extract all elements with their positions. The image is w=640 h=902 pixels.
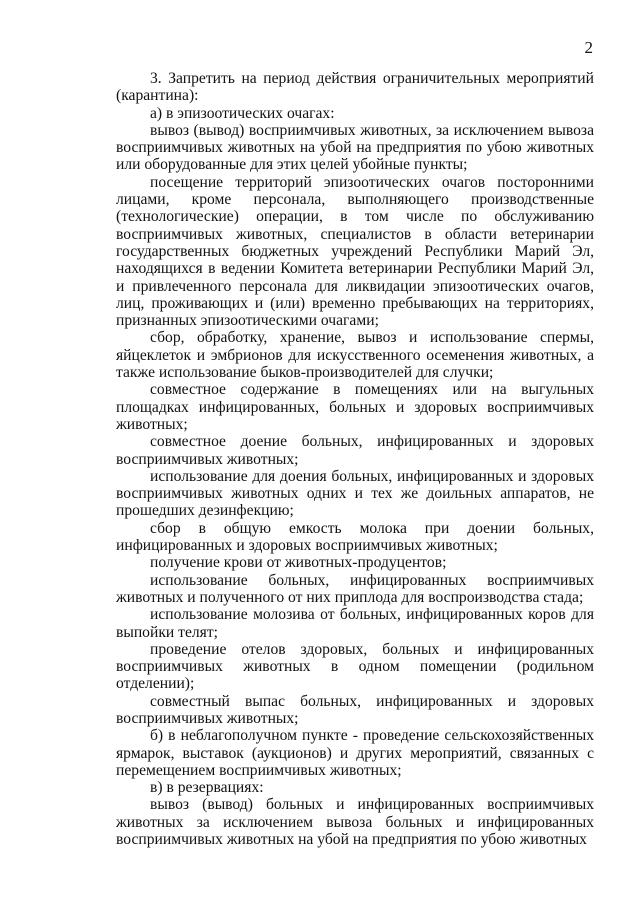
paragraph-export-animals: вывоз (вывод) восприимчивых животных, за исключением вывоза восприимчивых животных на убой на предприятия по убою животных или оборудованные для этих целей убойные пункты; (116, 121, 594, 174)
paragraph-item-3-heading: 3. Запретить на период действия ограничительных мероприятий (карантина): (116, 70, 594, 105)
paragraph-visiting-territories: посещение территорий эпизоотических очагов посторонними лицами, кроме персонала, выполняющего производственные (технологические) операции, в том числе по обслуживанию восприимчивых животных, специалистов в области ветеринарии государственных бюджетных учреждений Республики Марий Эл, находящихся в ведении Комитета ветеринарии Республики Марий Эл, и привлеченного персонала для ликвидации эпизоотических очагов, лиц, проживающих и (или) временно пребывающих на территориях, признанных эпизоотическими очагами; (116, 173, 594, 330)
page-number: 2 (584, 38, 593, 57)
paragraph-reservation-export: вывоз (вывод) больных и инфицированных восприимчивых животных за исключением вывоза больных и инфицированных восприимчивых животных на убой на предприятия по убою животных (116, 796, 594, 849)
document-body (116, 70, 594, 848)
paragraph-subitem-a: а) в эпизоотических очагах: (150, 104, 335, 122)
paragraph-subitem-v: в) в резервациях: (150, 779, 264, 797)
paragraph-reproduction-use: использование больных, инфицированных восприимчивых животных и полученного от них приплода для воспроизводства стада; (116, 571, 594, 606)
paragraph-subitem-b: б) в неблагополучном пункте - проведение сельскохозяйственных ярмарок, выставок (аукционов) и других мероприятий, связанных с перемещением восприимчивых животных; (116, 727, 594, 779)
paragraph-joint-keeping: совместное содержание в помещениях или на выгульных площадках инфицированных, больных и здоровых восприимчивых животных; (116, 381, 594, 433)
paragraph-milking-machines: использование для доения больных, инфицированных и здоровых восприимчивых животных одних и тех же доильных аппаратов, не прошедших дезинфекцию; (116, 467, 594, 520)
paragraph-sperm-collection: сбор, обработку, хранение, вывоз и использование спермы, яйцеклеток и эмбрионов для искусственного осеменения животных, а также использование быков-производителей для случки; (116, 329, 594, 382)
paragraph-joint-grazing: совместный выпас больных, инфицированных и здоровых восприимчивых животных; (116, 692, 594, 727)
paragraph-colostrum-use: использование молозива от больных, инфицированных коров для выпойки телят; (116, 606, 594, 641)
paragraph-joint-milking: совместное доение больных, инфицированных и здоровых восприимчивых животных; (116, 433, 594, 468)
paragraph-calving: проведение отелов здоровых, больных и инфицированных восприимчивых животных в одном помещении (родильном отделении); (116, 640, 594, 693)
paragraph-blood-collection: получение крови от животных-продуцентов; (150, 554, 447, 572)
paragraph-milk-collection: сбор в общую емкость молока при доении больных, инфицированных и здоровых восприимчивых животных; (116, 519, 594, 555)
